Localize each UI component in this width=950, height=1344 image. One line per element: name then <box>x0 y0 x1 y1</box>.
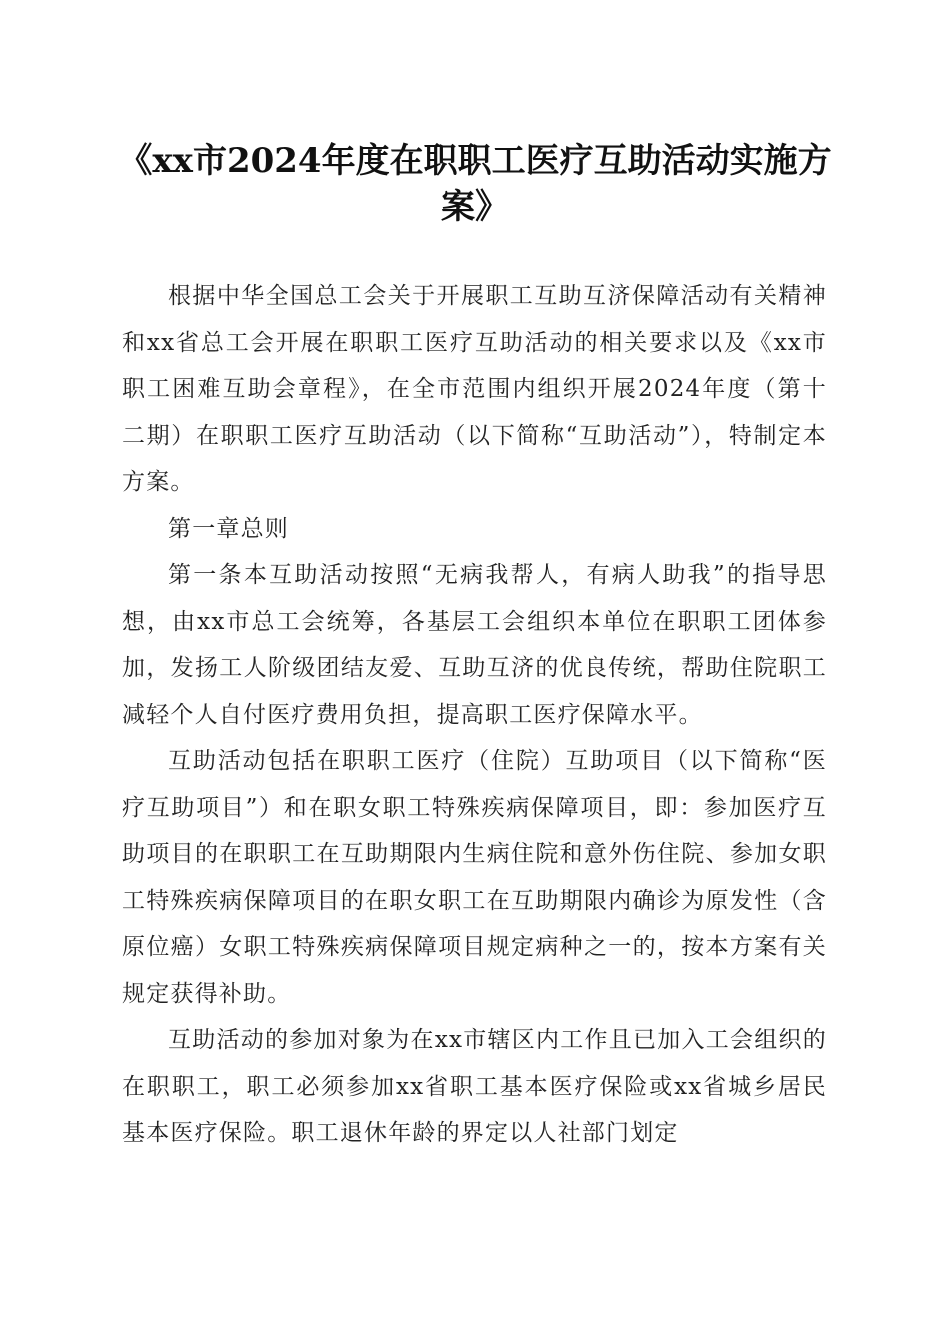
document-body <box>122 273 827 1157</box>
participants-paragraph: 互助活动的参加对象为在xx市辖区内工作且已加入工会组织的在职职工，职工必须参加xx省职工基本医疗保险或xx省城乡居民基本医疗保险。职工退休年龄的界定以人社部门划定 <box>122 1027 827 1146</box>
chapter-heading: 第一章总则 <box>168 515 289 542</box>
scope-paragraph: 互助活动包括在职职工医疗（住院）互助项目（以下简称“医疗互助项目”）和在职女职工特殊疾病保障项目，即：参加医疗互助项目的在职职工在互助期限内生病住院和意外伤住院、参加女职工特殊疾病保障项目的在职女职工在互助期限内确诊为原发性（含原位癌）女职工特殊疾病保障项目规定病种之一的，按本方案有关规定获得补助。 <box>122 748 827 1007</box>
article-one-paragraph: 第一条本互助活动按照“无病我帮人，有病人助我”的指导思想，由xx市总工会统筹，各基层工会组织本单位在职职工团体参加，发扬工人阶级团结友爱、互助互济的优良传统，帮助住院职工减轻个人自付医疗费用负担，提高职工医疗保障水平。 <box>122 562 827 728</box>
document-title: 《xx市2024年度在职职工医疗互助活动实施方案》 <box>118 141 832 227</box>
intro-paragraph: 根据中华全国总工会关于开展职工互助互济保障活动有关精神和xx省总工会开展在职职工医疗互助活动的相关要求以及《xx市职工困难互助会章程》，在全市范围内组织开展2024年度（第十二期）在职职工医疗互助活动（以下简称“互助活动”），特制定本方案。 <box>122 283 827 495</box>
